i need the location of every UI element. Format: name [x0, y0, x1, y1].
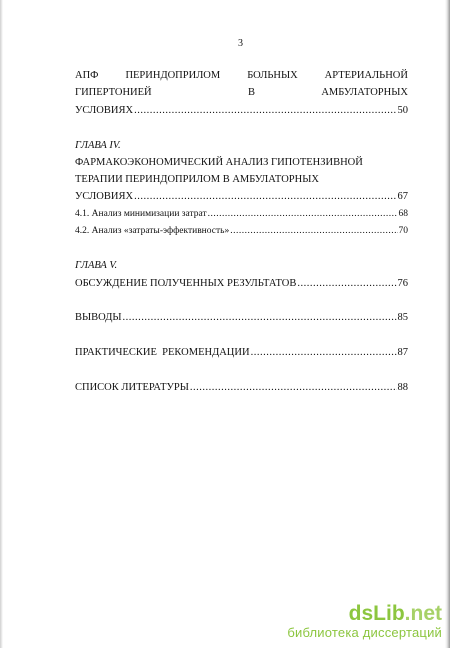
dot-leader — [190, 381, 397, 394]
toc-page-number: 50 — [397, 105, 408, 116]
toc-word: АРТЕРИАЛЬНОЙ — [324, 70, 408, 81]
toc-subsection-4-1 — [75, 208, 408, 221]
toc-word: В — [247, 87, 255, 98]
toc-entry-text: УСЛОВИЯХ — [75, 105, 134, 116]
toc-word: АМБУЛАТОРНЫХ — [321, 87, 408, 98]
dot-leader — [123, 311, 397, 324]
toc-continuation-line-2 — [75, 86, 408, 99]
dot-leader — [297, 277, 396, 290]
toc-page-number: 70 — [398, 226, 408, 236]
toc-entry-text: УСЛОВИЯХ — [75, 191, 134, 202]
watermark-logo — [287, 603, 442, 625]
toc-subsection-4-2 — [75, 225, 408, 238]
chapter-4-title-line-2: ТЕРАПИИ ПЕРИНДОПРИЛОМ В АМБУЛАТОРНЫХ — [75, 174, 319, 185]
toc-page-number: 68 — [398, 209, 408, 219]
toc-entry-text: 4.2. Анализ «затраты-эффективность» — [75, 226, 230, 236]
chapter-4-title-line-3 — [75, 190, 408, 203]
toc-entry-text: ПРАКТИЧЕСКИЕ РЕКОМЕНДАЦИИ — [75, 347, 250, 358]
dot-leader — [134, 104, 396, 117]
toc-word: БОЛЬНЫХ — [247, 70, 298, 81]
toc-word: ПЕРИНДОПРИЛОМ — [125, 70, 221, 81]
toc-continuation-line-3 — [75, 104, 408, 117]
toc-word: ГИПЕРТОНИЕЙ — [75, 87, 152, 98]
toc-continuation-line-1 — [75, 69, 408, 82]
chapter-5-heading: ГЛАВА V. — [75, 260, 118, 271]
toc-references — [75, 381, 408, 394]
scan-edge-right — [445, 0, 450, 648]
watermark-logo-domain: .net — [404, 602, 442, 625]
toc-page-number: 76 — [397, 278, 408, 289]
toc-page-number: 67 — [397, 191, 408, 202]
dot-leader — [251, 346, 397, 359]
toc-page-number: 87 — [397, 347, 408, 358]
dot-leader — [230, 225, 397, 238]
toc-recommendations — [75, 346, 408, 359]
toc-page-number: 88 — [397, 382, 408, 393]
toc-entry-text: ОБСУЖДЕНИЕ ПОЛУЧЕННЫХ РЕЗУЛЬТАТОВ — [75, 278, 297, 289]
toc-entry-text: СПИСОК ЛИТЕРАТУРЫ — [75, 382, 189, 393]
watermark-tagline: библиотека диссертаций — [287, 625, 442, 640]
scan-edge-left — [0, 0, 3, 648]
toc-page-number: 85 — [397, 312, 408, 323]
toc-entry-text: 4.1. Анализ минимизации затрат — [75, 209, 207, 219]
toc-word: АПФ — [75, 70, 99, 81]
chapter-4-title-line-1: ФАРМАКОЭКОНОМИЧЕСКИЙ АНАЛИЗ ГИПОТЕНЗИВНОЙ — [75, 157, 363, 168]
watermark-logo-name: dsLib — [348, 602, 405, 625]
chapter-4-heading: ГЛАВА IV. — [75, 140, 121, 151]
chapter-5-title — [75, 277, 408, 290]
toc-conclusions — [75, 311, 408, 324]
dot-leader — [208, 208, 398, 221]
toc-entry-text: ВЫВОДЫ — [75, 312, 122, 323]
dot-leader — [134, 190, 396, 203]
page-number: 3 — [238, 38, 243, 49]
dslib-watermark — [287, 603, 442, 640]
